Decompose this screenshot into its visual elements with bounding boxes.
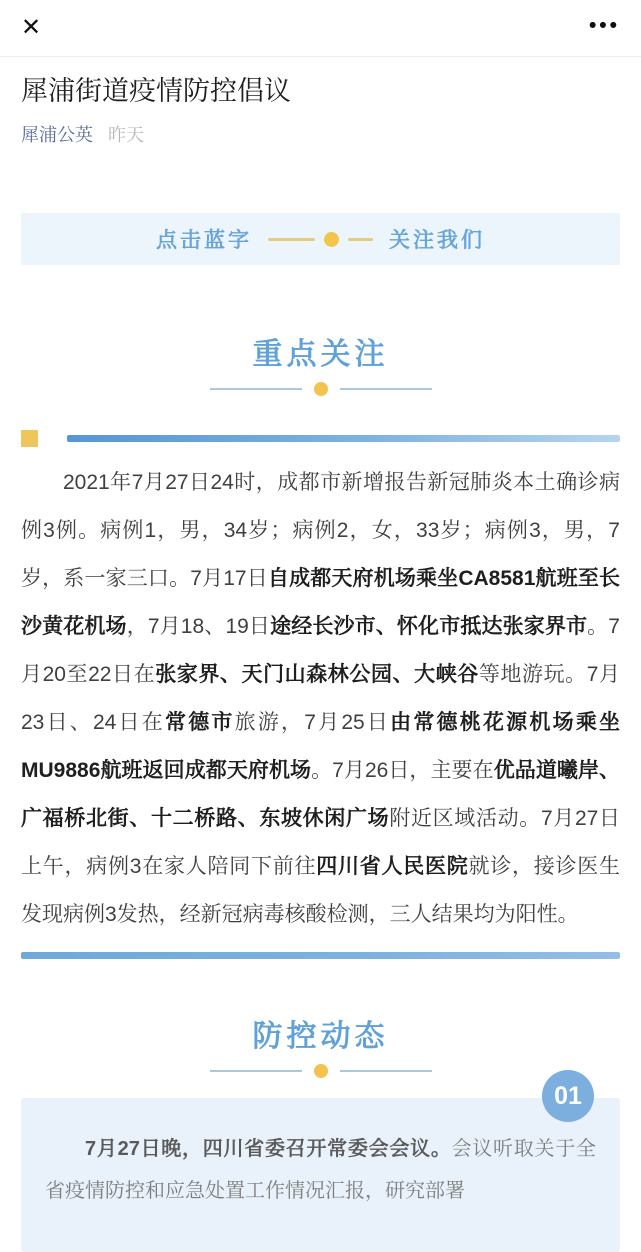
deco-line <box>210 388 302 390</box>
text-run-bold: 由常德桃花源机场乘坐MU9886航班返回成都天府机场 <box>21 711 621 783</box>
paragraph-marker <box>21 430 620 447</box>
section-title: 防控动态 <box>252 1020 389 1054</box>
author-link[interactable]: 犀浦公英 <box>21 125 93 146</box>
article-content <box>0 73 641 1252</box>
text-run: 就诊，接诊医生发现病例3发热，经新冠病毒核酸检测，三人结果均为阳性。 <box>21 855 620 927</box>
banner-right-text: 关注我们 <box>389 229 485 253</box>
text-run: 附近区域活动。7月27日上午，病例3在家人陪同下前往 <box>21 807 620 879</box>
text-run: 。7月26日，主要在 <box>311 759 494 783</box>
banner-decoration <box>268 232 373 247</box>
gold-dot-icon <box>324 232 339 247</box>
close-icon[interactable]: ✕ <box>21 14 42 41</box>
update-card <box>21 1081 620 1252</box>
article-meta <box>21 121 620 147</box>
dash-line <box>348 238 373 241</box>
deco-line <box>340 388 432 390</box>
text-run: 2021年7月27日24时，成都市新增报告新冠肺炎本土确诊病例3例。病例1，男，34岁；病例2，女，33岁；病例3，男，7岁，系一家三口。7月17日 <box>21 471 620 591</box>
text-run-bold: 7月27日晚，四川省委召开常委会会议。 <box>85 1138 452 1161</box>
follow-banner <box>21 213 620 265</box>
section-title: 重点关注 <box>252 338 389 372</box>
section-decoration <box>21 1064 620 1078</box>
banner-left-text: 点击蓝字 <box>156 229 252 253</box>
text-run-bold: 张家界、天门山森林公园、大峡谷 <box>155 663 479 687</box>
gold-dot-icon <box>314 382 328 396</box>
text-run: 等地游玩。7月23日、24日在 <box>21 663 621 735</box>
deco-line <box>340 1070 432 1072</box>
text-run-bold: 途经长沙市、怀化市抵达张家界市 <box>270 615 588 639</box>
section-decoration <box>21 382 620 396</box>
gradient-rule <box>67 435 620 442</box>
number-badge: 01 <box>542 1070 594 1122</box>
text-run: 会议听取关于全省疫情防控和应急处置工作情况汇报，研究部署 <box>45 1138 596 1203</box>
page-title: 犀浦街道疫情防控倡议 <box>21 76 291 106</box>
text-run: 旅游，7月25日 <box>234 711 391 735</box>
deco-line <box>210 1070 302 1072</box>
text-run: ，7月18、19日 <box>126 615 271 639</box>
blue-divider-rule <box>21 952 620 959</box>
gold-dot-icon <box>314 1064 328 1078</box>
top-bar <box>0 0 641 57</box>
more-options-icon[interactable]: ••• <box>588 13 620 37</box>
section-heading-updates <box>21 1011 620 1078</box>
text-run-bold: 四川省人民医院 <box>316 855 469 879</box>
publish-date: 昨天 <box>108 125 144 146</box>
dash-line <box>268 238 315 241</box>
text-run: 。7月20至22日在 <box>21 615 620 687</box>
yellow-square-marker <box>21 430 38 447</box>
text-run-bold: 自成都天府机场乘坐CA8581航班至长沙黄花机场 <box>21 567 620 639</box>
case-report-paragraph <box>21 459 620 939</box>
section-heading-focus <box>21 329 620 396</box>
text-run-bold: 常德市 <box>164 711 235 735</box>
text-run-bold: 优品道曦岸、广福桥北街、十二桥路、东坡休闲广场 <box>21 759 621 831</box>
update-paragraph <box>45 1128 596 1212</box>
